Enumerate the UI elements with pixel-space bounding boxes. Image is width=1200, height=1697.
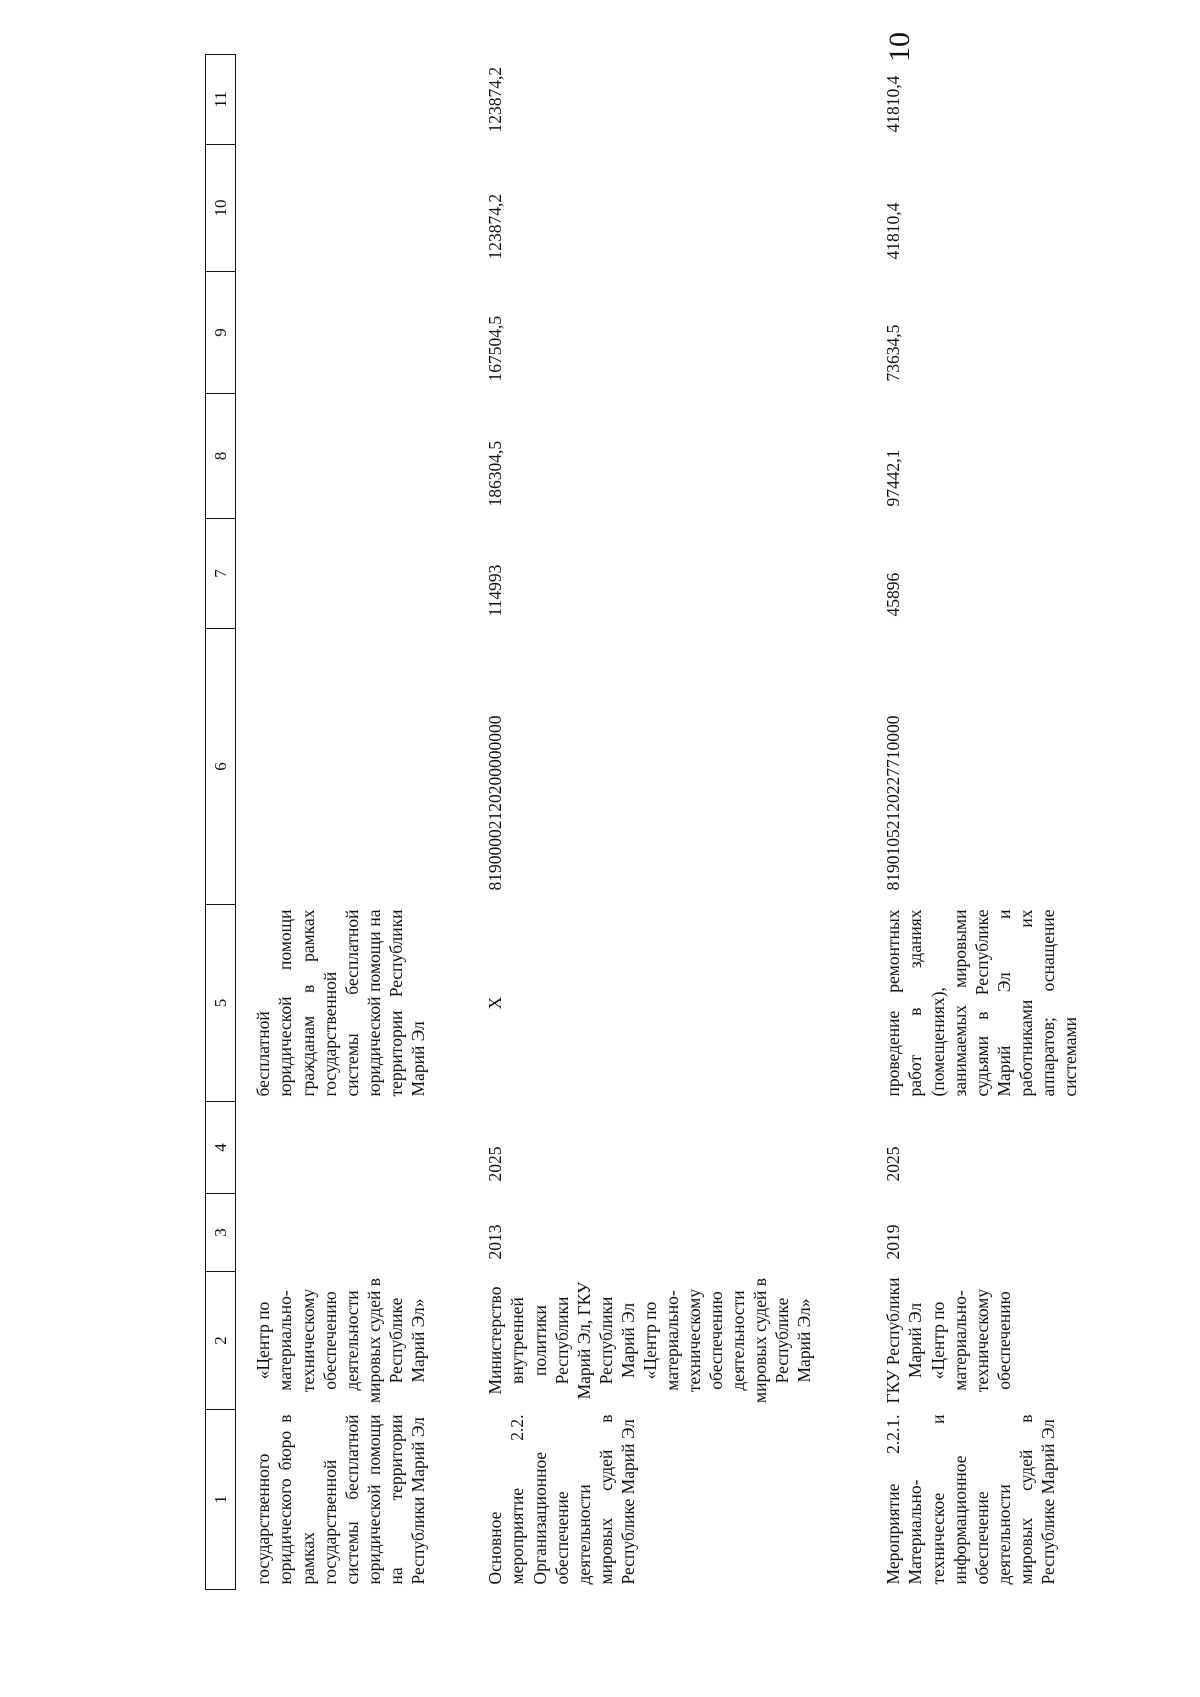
cell-description: проведение ремонтных работ в зданиях (помещениях), занимаемых мировыми судьями в Республике Марий Эл и работниками их аппаратов; оснащение системами	[883, 909, 1080, 1097]
cell-value-7: 45896	[883, 572, 904, 617]
cell-value-8: 97442,1	[883, 449, 904, 507]
cell-end-year: 2025	[485, 1146, 506, 1182]
header-row	[206, 55, 236, 1590]
cell-value-9: 167504,5	[485, 315, 506, 382]
cell-value-8: 186304,5	[485, 440, 506, 507]
cell-value-10: 41810,4	[883, 202, 904, 260]
cell-value-10	[236, 145, 469, 272]
cell-name: Основное мероприятие 2.2. Организационное обеспечение деятельности мировых судей в Республике Марий Эл	[485, 1414, 638, 1585]
cell-budget-code: 81900002120200000000	[485, 715, 506, 891]
cell-value-11	[236, 55, 469, 145]
col-header-4: 4	[206, 1102, 236, 1194]
cell-executor: «Центр по материально-техническому обеспечению деятельности мировых судей в Республике Марий Эл»	[253, 1278, 428, 1403]
table-row	[468, 55, 866, 1590]
cell-value-10: 123874,2	[485, 193, 506, 260]
col-header-11: 11	[206, 55, 236, 145]
cell-value-8	[236, 394, 469, 519]
cell-description: X	[485, 996, 506, 1010]
col-header-1: 1	[206, 1410, 236, 1590]
cell-value-7	[236, 519, 469, 629]
page-number: 10	[883, 32, 916, 62]
col-header-5: 5	[206, 905, 236, 1102]
col-header-2: 2	[206, 1272, 236, 1410]
cell-budget-code	[236, 629, 469, 905]
col-header-9: 9	[206, 272, 236, 394]
col-header-6: 6	[206, 629, 236, 905]
cell-end-year: 2025	[883, 1146, 904, 1182]
cell-description: бесплатной юридической помощи гражданам в рамках государственной системы бесплатной юридической помощи на территории Республики Марий Эл	[253, 909, 428, 1097]
rotated-table-page	[205, 55, 1080, 1590]
table-row	[866, 55, 1090, 1590]
cell-value-11: 41810,4	[883, 75, 904, 133]
cell-start-year	[236, 1194, 469, 1272]
cell-value-7: 114993	[485, 564, 506, 617]
col-header-3: 3	[206, 1194, 236, 1272]
cell-name: государственного юридического бюро в рамках государственной системы бесплатной юридической помощи на территории Республики Марий Эл	[253, 1414, 428, 1585]
cell-end-year	[236, 1102, 469, 1194]
cell-value-11: 123874,2	[485, 66, 506, 133]
cell-name: Мероприятие 2.2.1. Материально-техническое и информационное обеспечение деятельности мировых судей в Республике Марий Эл	[883, 1414, 1058, 1585]
cell-start-year: 2013	[485, 1224, 506, 1260]
cell-start-year: 2019	[883, 1224, 904, 1260]
cell-value-9	[236, 272, 469, 394]
program-table	[205, 54, 1091, 1590]
cell-executor: Министерство внутренней политики Республики Марий Эл, ГКУ Республики Марий Эл «Центр по материально-техническому обеспечению деятельности мировых судей в Республике Марий Эл»	[485, 1278, 815, 1403]
cell-budget-code: 81901052120227710000	[883, 715, 904, 891]
cell-value-9: 73634,5	[883, 324, 904, 382]
cell-executor: ГКУ Республики Марий Эл «Центр по материально-техническому обеспечению	[883, 1277, 1014, 1404]
col-header-8: 8	[206, 394, 236, 519]
table-row	[236, 55, 469, 1590]
col-header-7: 7	[206, 519, 236, 629]
col-header-10: 10	[206, 145, 236, 272]
